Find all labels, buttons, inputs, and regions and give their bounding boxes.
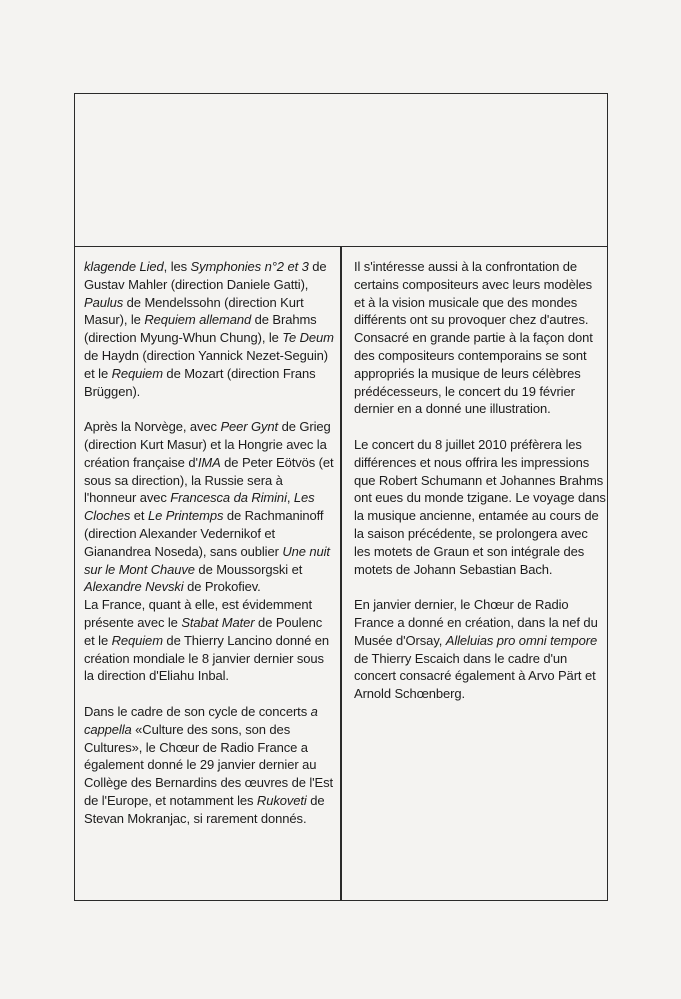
text-run: et bbox=[130, 508, 148, 524]
text-run: Il s'intéresse aussi à la confrontation de certains compositeurs avec leurs modèles et à la vision musicale que des mondes différents ont su provoquer chez d'autres. Consacré en grande partie à la façon dont des compositeurs contemporains se sont appropriés la musique de leurs célèbres prédécesseurs, le concert du 19 février dernier en a donné une illustration. bbox=[354, 259, 593, 417]
text-run: de Poulenc et le bbox=[84, 614, 323, 648]
italic-title: Requiem bbox=[111, 632, 163, 648]
text-run: de Thierry Lancino donné en création mondiale le 8 janvier dernier sous la direction d'Eliahu Inbal. bbox=[84, 632, 330, 684]
italic-title: Alleluias pro omni tempore bbox=[445, 632, 598, 648]
text-run: de Mozart (direction Frans Brüggen). bbox=[84, 365, 316, 399]
left-paragraph-4 bbox=[84, 703, 336, 828]
text-run: de Peter Eötvös (et sous sa direction), la Russie sera à l'honneur avec bbox=[84, 454, 334, 506]
right-paragraph-3 bbox=[354, 596, 606, 703]
text-run: «Culture des sons, son des Cultures», le Chœur de Radio France a également donné le 29 janvier dernier au Collège des Bernardins des œuvres de l'Est de l'Europe, et notamment les bbox=[84, 721, 334, 808]
text-run: de Grieg (direction Kurt Masur) et la Hongrie avec la création française d' bbox=[84, 419, 331, 470]
left-column bbox=[84, 258, 336, 845]
text-run: Dans le cadre de son cycle de concerts bbox=[84, 703, 311, 719]
italic-title: Stabat Mater bbox=[181, 614, 255, 630]
italic-title: Paulus bbox=[84, 294, 124, 310]
left-paragraph-1 bbox=[84, 258, 336, 400]
text-run: de Moussorgski et bbox=[194, 561, 303, 577]
text-run: de Stevan Mokranjac, si rarement donnés. bbox=[84, 792, 325, 826]
left-paragraph-3 bbox=[84, 596, 336, 685]
italic-title: Francesca da Rimini bbox=[170, 490, 287, 506]
italic-title: Peer Gynt bbox=[220, 419, 279, 435]
text-run: , bbox=[286, 490, 294, 506]
italic-title: IMA bbox=[197, 454, 221, 470]
italic-title: Les Cloches bbox=[84, 490, 315, 524]
header-box bbox=[75, 94, 607, 247]
italic-title: Le Printemps bbox=[147, 508, 224, 524]
text-run: La France, quant à elle, est évidemment présente avec le bbox=[84, 597, 313, 630]
italic-title: Rukoveti bbox=[256, 792, 307, 808]
text-run: Le concert du 8 juillet 2010 préfèrera les différences et nous offrira les impressions que Robert Schumann et Johannes Brahms ont eues du monde tzigane. Le voyage dans la musique ancienne, entamée au cours de la saison précédente, se prolongera avec les motets de Graun et son intégrale des motets de Johann Sebastian Bach. bbox=[354, 436, 606, 577]
page-frame bbox=[74, 93, 608, 901]
column-divider bbox=[340, 246, 342, 900]
italic-title: Une nuit sur le Mont Chauve bbox=[84, 543, 330, 577]
right-paragraph-1 bbox=[354, 258, 606, 418]
text-run: de Brahms (direction Myung-Whun Chung), le bbox=[84, 312, 317, 346]
italic-title: klagende Lied bbox=[84, 259, 164, 274]
text-run: de Thierry Escaich dans le cadre d'un concert consacré également à Arvo Pärt et Arnold Schœnberg. bbox=[354, 650, 596, 702]
italic-title: Requiem allemand bbox=[144, 312, 252, 328]
italic-title: Alexandre Nevski bbox=[84, 579, 184, 595]
italic-title: Te Deum bbox=[282, 330, 334, 346]
text-run: de Rachmaninoff (direction Alexander Vedernikof et Gianandrea Noseda), sans oublier bbox=[84, 508, 324, 559]
text-run: de Haydn (direction Yannick Nezet-Seguin) et le bbox=[84, 347, 328, 381]
text-run: de Gustav Mahler (direction Daniele Gatti), bbox=[84, 259, 327, 292]
text-run: , les bbox=[163, 259, 191, 274]
right-paragraph-2 bbox=[354, 436, 606, 578]
right-column bbox=[354, 258, 606, 721]
text-run: En janvier dernier, le Chœur de Radio France a donné en création, dans la nef du Musée d'Orsay, bbox=[354, 597, 598, 648]
left-paragraph-2 bbox=[84, 418, 336, 596]
italic-title: Symphonies n°2 et 3 bbox=[190, 259, 309, 274]
text-run: de Mendelssohn (direction Kurt Masur), le bbox=[84, 294, 304, 328]
italic-title: Requiem bbox=[111, 365, 163, 381]
italic-title: a cappella bbox=[84, 703, 318, 737]
text-run: de Prokofiev. bbox=[183, 579, 261, 595]
text-run: Après la Norvège, avec bbox=[84, 419, 221, 435]
